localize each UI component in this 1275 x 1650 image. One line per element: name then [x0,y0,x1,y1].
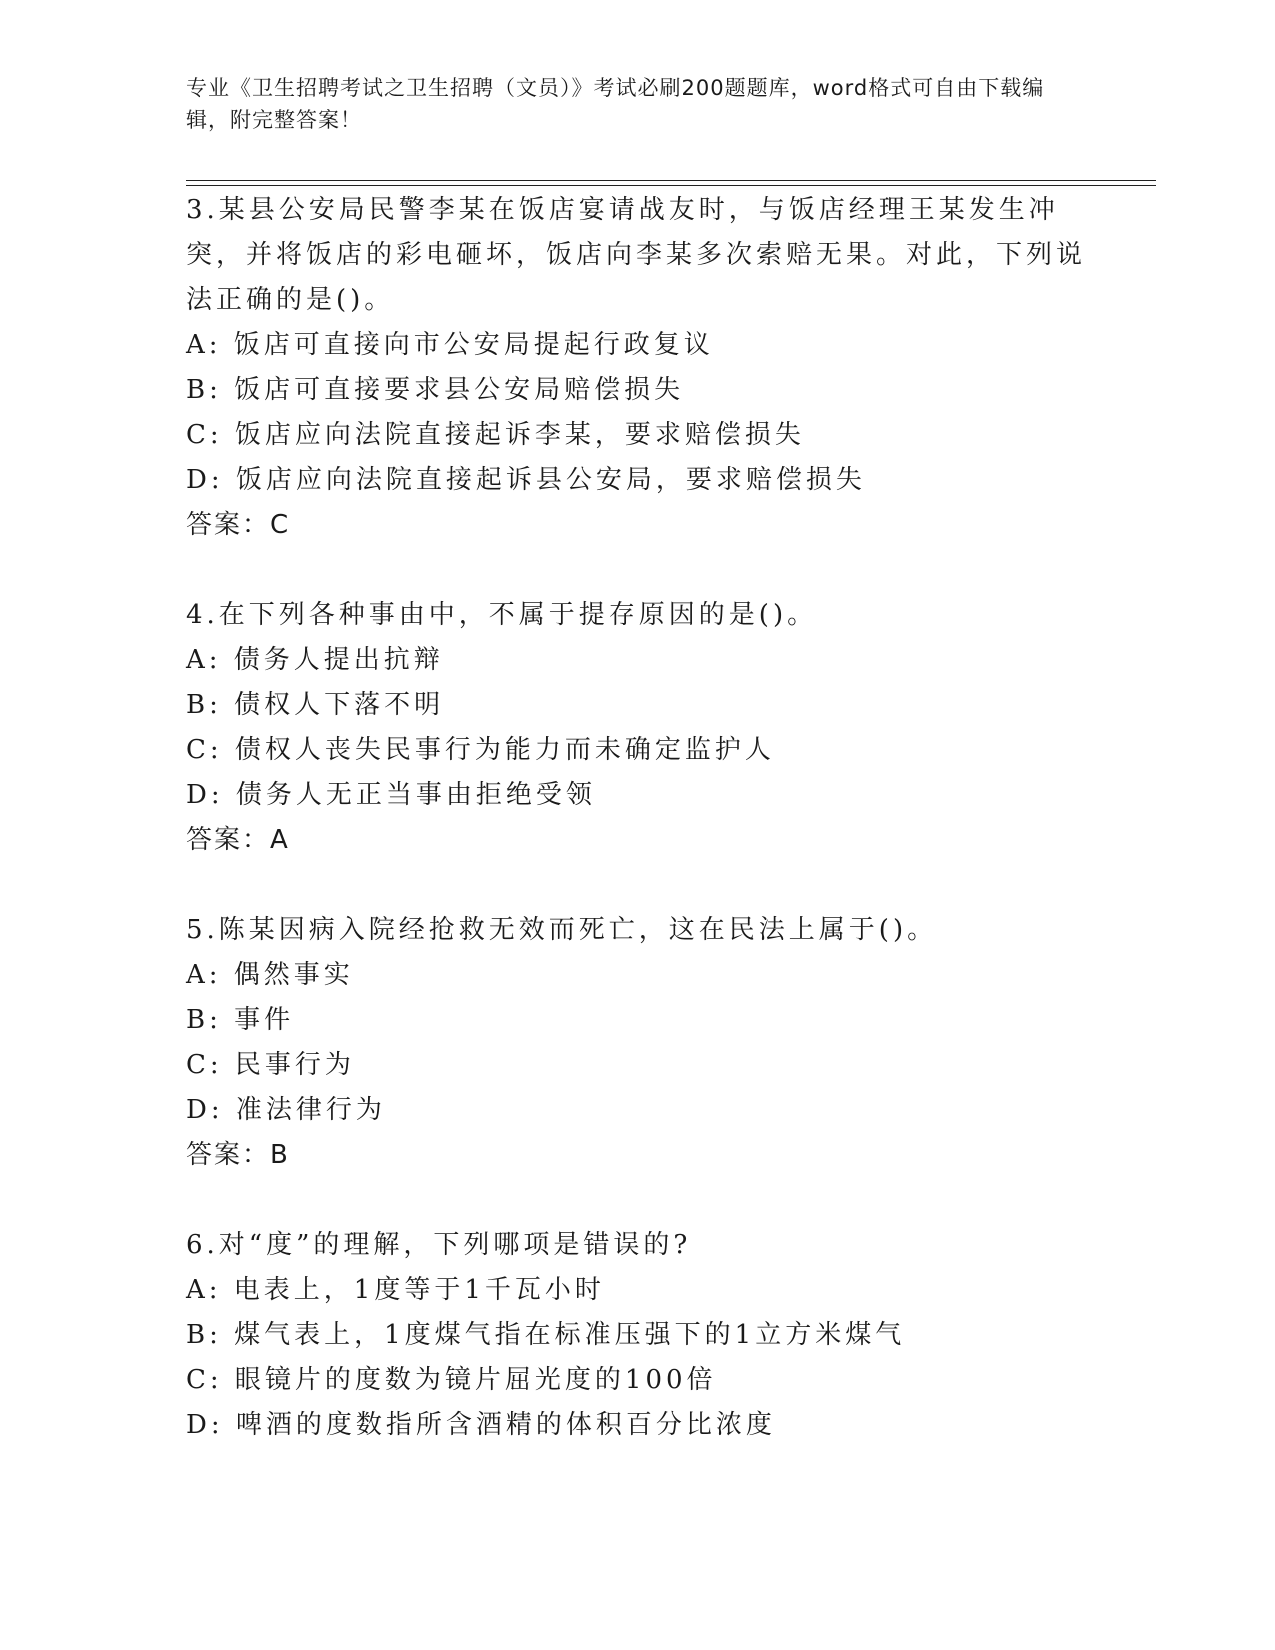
header-divider-second [186,185,1156,186]
answer-label: 答案：B [186,1140,290,1170]
answer-label: 答案：A [186,825,290,855]
option-a: A: 电表上，1度等于1千瓦小时 [186,1275,605,1305]
question-stem: 3.某县公安局民警李某在饭店宴请战友时，与饭店经理王某发生冲突，并将饭店的彩电砸坏，饭店向李某多次索赔无果。对此，下列说法正确的是()。 [186,195,1087,315]
option-b: B: 债权人下落不明 [186,690,445,720]
option-c: C: 民事行为 [186,1050,355,1080]
header-divider [186,180,1156,181]
option-d: D: 债务人无正当事由拒绝受领 [186,780,596,810]
option-a: A: 债务人提出抗辩 [186,645,444,675]
option-d: D: 饭店应向法院直接起诉县公安局，要求赔偿损失 [186,465,866,495]
option-d: D: 准法律行为 [186,1095,386,1125]
option-c: C: 债权人丧失民事行为能力而未确定监护人 [186,735,775,765]
question-4 [186,593,1086,863]
question-stem: 5.陈某因病入院经抢救无效而死亡，这在民法上属于()。 [186,915,938,945]
question-3 [186,188,1086,548]
question-stem: 4.在下列各种事由中，不属于提存原因的是()。 [186,600,818,630]
answer-label: 答案：C [186,510,291,540]
document-header [186,72,1066,136]
question-5 [186,908,1086,1178]
question-stem: 6.对“度”的理解，下列哪项是错误的? [186,1230,692,1260]
option-a: A: 饭店可直接向市公安局提起行政复议 [186,330,714,360]
option-d: D: 啤酒的度数指所含酒精的体积百分比浓度 [186,1410,776,1440]
option-c: C: 饭店应向法院直接起诉李某，要求赔偿损失 [186,420,805,450]
option-b: B: 事件 [186,1005,295,1035]
option-c: C: 眼镜片的度数为镜片屈光度的100倍 [186,1365,717,1395]
option-a: A: 偶然事实 [186,960,354,990]
header-intro-text: 专业《卫生招聘考试之卫生招聘（文员）》考试必刷200题题库，word格式可自由下载编辑，附完整答案！ [186,76,1045,132]
question-list [186,188,1086,1493]
option-b: B: 饭店可直接要求县公安局赔偿损失 [186,375,685,405]
option-b: B: 煤气表上，1度煤气指在标准压强下的1立方米煤气 [186,1320,906,1350]
question-6 [186,1223,1086,1448]
